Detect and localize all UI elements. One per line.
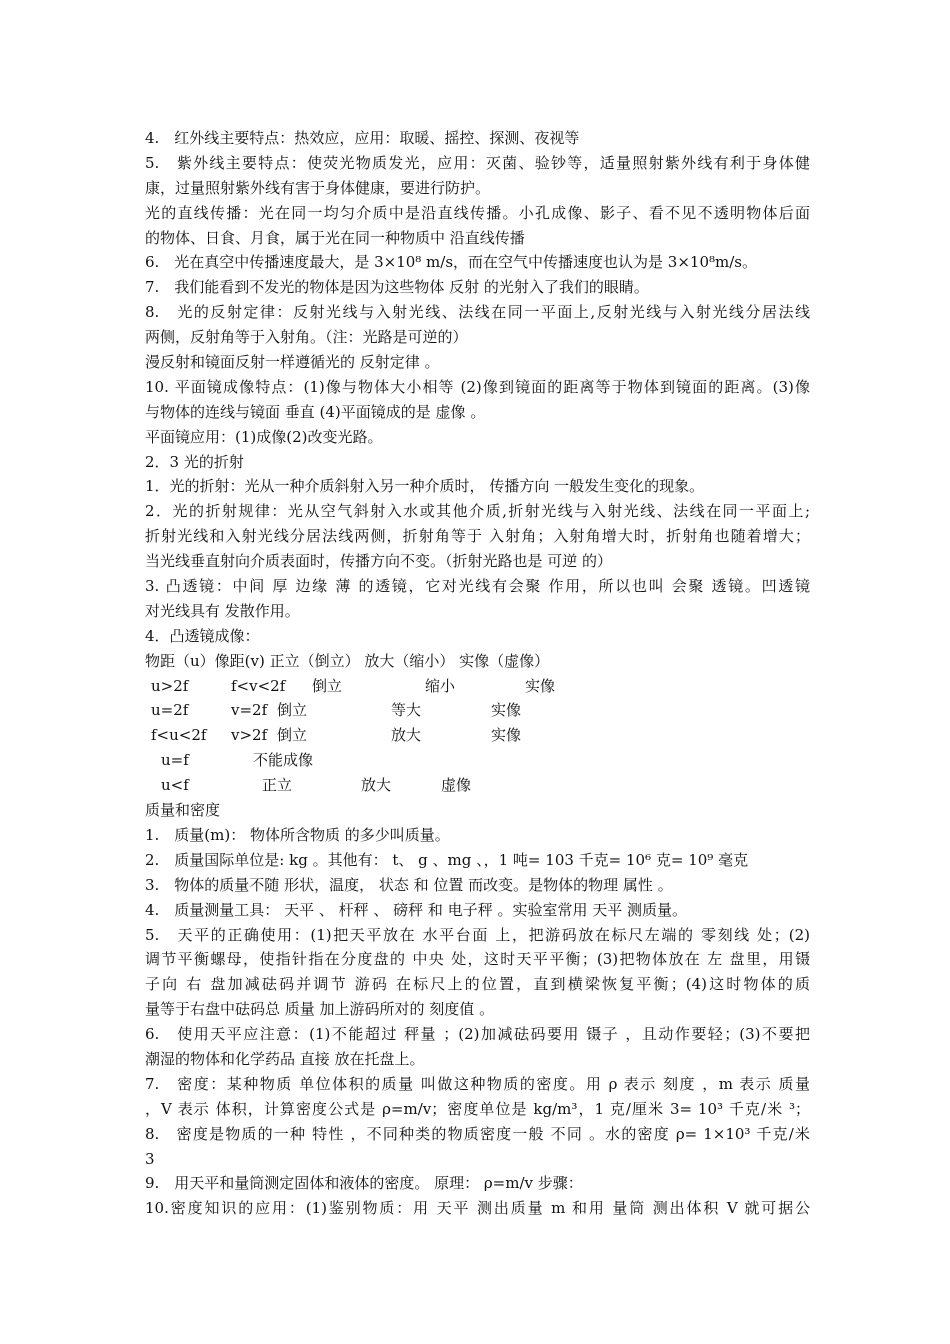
section-heading: 质量和密度 [145,801,221,820]
text-line: 漫反射和镜面反射一样遵循光的 反射定律 。 [145,353,440,372]
text-line: 9. 用天平和量筒测定固体和液体的密度。 原理： ρ=m/v 步骤： [145,1174,583,1193]
text-line: 7. 我们能看到不发光的物体是因为这些物体 反射 的光射入了我们的眼睛。 [145,278,649,297]
lens-table-row [145,748,810,773]
document-body [145,126,810,1221]
lens-cell: 实像 [525,676,556,695]
text-line: 7. 密度：某种物质 单位体积的质量 叫做这种物质的密度。用 ρ 表示 刻度 ，m 表示 质量 [145,1074,810,1093]
lens-cell: 倒立 [277,701,308,720]
lens-table-row [145,698,810,723]
lens-cell: 缩小 [425,676,456,695]
text-line: 调节平衡螺母，使指针指在分度盘的 中央 处，这时天平平衡；(3)把物体放在 左 盘里，用镊 [145,950,810,969]
lens-cell: f<v<2f [231,676,286,695]
lens-cell: 放大 [391,726,422,745]
lens-table-row [145,674,810,699]
lens-cell: 正立 [262,776,293,795]
text-line: ，V 表示 体积，计算密度公式是 ρ=m/v；密度单位是 kg/m³，1 克/厘米 3= 10³ 千克/米 ³； [145,1099,810,1118]
lens-cell: u=2f [151,701,189,720]
text-line: 8. 密度是物质的一种 特性 ，不同种类的物质密度一般 不同 。水的密度 ρ= 1×10³ 千克/米 [145,1124,810,1143]
lens-cell: 实像 [491,701,522,720]
text-line: 子向 右 盘加减砝码并调节 游码 在标尺上的位置，直到横梁恢复平衡；(4)这时物体的质 [145,975,810,994]
text-line: 1．光的折射：光从一种介质斜射入另一种介质时， 传播方向 一般发生变化的现象。 [145,477,705,496]
text-line: 4. 质量测量工具： 天平 、 杆秤 、 磅秤 和 电子秤 。实验室常用 天平 测质量。 [145,900,687,919]
text-line: 2. 质量国际单位是: kg 。其他有： t、 g 、mg 、，1 吨= 103 千克= 10⁶ 克= 10⁹ 毫克 [145,850,749,869]
text-line: 3 [145,1149,155,1168]
lens-table-header: 物距（u）像距(v) 正立（倒立） 放大（缩小） 实像（虚像） [145,651,550,670]
text-line: 10. 平面镜成像特点：(1)像与物体大小相等 (2)像到镜面的距离等于物体到镜面的距离。(3)像 [145,377,810,396]
lens-cell: 倒立 [312,676,343,695]
text-line: 折射光线和入射光线分居法线两侧，折射角等于 入射角；入射角增大时，折射角也随着增大； [145,527,810,546]
text-line: 6. 光在真空中传播速度最大，是 3×10⁸ m/s，而在空气中传播速度也认为是 3×10⁸m/s。 [145,253,757,272]
text-line: 3. 凸透镜：中间 厚 边缘 薄 的透镜，它对光线有会聚 作用，所以也叫 会聚 透镜。凹透镜 [145,577,810,596]
text-line: 的物体、日食、月食，属于光在同一种物质中 沿直线传播 [145,228,525,247]
text-line: 4. 红外线主要特点：热效应，应用：取暖、摇控、探测、夜视等 [145,129,580,147]
text-line: 当光线垂直射向介质表面时，传播方向不变。（折射光路也是 可逆 的） [145,552,613,571]
text-line: 光的直线传播：光在同一均匀介质中是沿直线传播。小孔成像、影子、看不见不透明物体后面 [145,203,810,222]
text-line: 2．光的折射规律：光从空气斜射入水或其他介质,折射光线与入射光线、法线在同一平面上; [145,502,810,521]
text-line: 6. 使用天平应注意：(1)不能超过 秤量 ；(2)加减砝码要用 镊子 ，且动作要轻；(3)不要把 [145,1025,810,1044]
text-line: 4．凸透镜成像： [145,626,260,645]
text-line: 潮湿的物体和化学药品 直接 放在托盘上。 [145,1049,425,1068]
text-line: 平面镜应用：(1)成像(2)改变光路。 [145,427,383,446]
text-line: 8. 光的反射定律：反射光线与入射光线、法线在同一平面上,反射光线与入射光线分居法线 [145,303,810,322]
lens-cell: u<f [161,776,189,795]
section-heading: 2．3 光的折射 [145,452,244,471]
lens-cell: u=f [161,751,189,770]
text-line: 1. 质量(m)： 物体所含物质 的多少叫质量。 [145,825,450,844]
lens-cell: 不能成像 [253,751,314,770]
text-line: 量等于右盘中砝码总 质量 加上游码所对的 刻度值 。 [145,1000,495,1019]
lens-cell: 等大 [391,701,422,720]
text-line: 康，过量照射紫外线有害于身体健康，要进行防护。 [145,178,491,197]
text-line: 3. 物体的质量不随 形状，温度， 状态 和 位置 而改变。是物体的物理 属性 。 [145,875,673,894]
text-line: 5. 紫外线主要特点：使荧光物质发光，应用：灭菌、验钞等，适量照射紫外线有利于身体健 [145,153,810,172]
lens-cell: 放大 [361,776,392,795]
text-line: 与物体的连线与镜面 垂直 (4)平面镜成的是 虚像 。 [145,402,486,421]
lens-cell: v=2f [231,701,268,720]
text-line: 10.密度知识的应用：(1)鉴别物质：用 天平 测出质量 m 和用 量筒 测出体积 V 就可据公 [145,1199,810,1218]
text-line: 两侧，反射角等于入射角。（注：光路是可逆的） [145,328,468,347]
text-line: 对光线具有 发散作用。 [145,601,300,620]
lens-table-row [145,773,810,798]
lens-table-row [145,723,810,748]
lens-cell: 倒立 [277,726,308,745]
lens-cell: v>2f [231,726,268,745]
lens-cell: 实像 [491,726,522,745]
lens-cell: f<u<2f [151,726,207,745]
text-line: 5. 天平的正确使用：(1)把天平放在 水平台面 上，把游码放在标尺左端的 零刻线 处；(2) [145,925,810,944]
lens-cell: u>2f [151,676,189,695]
lens-cell: 虚像 [441,776,472,795]
